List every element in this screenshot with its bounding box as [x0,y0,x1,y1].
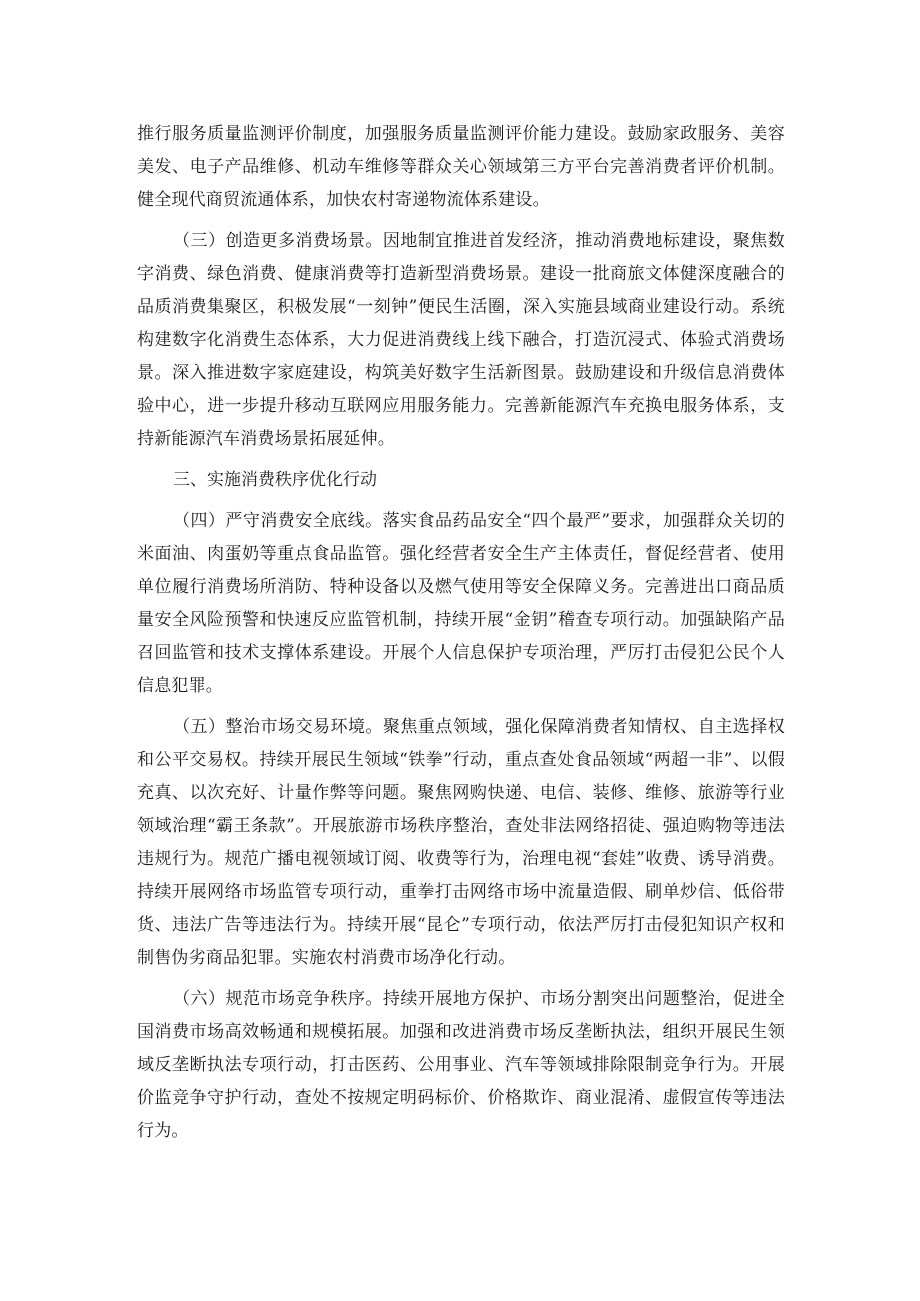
document-body [137,118,785,1156]
paragraph-4-safety: （四）严守消费安全底线。落实食品药品安全“四个最严”要求，加强群众关切的米面油、肉蛋奶等重点食品监管。强化经营者安全生产主体责任，督促经营者、使用单位履行消费场所消防、特种设备以及燃气使用等安全保障义务。完善进出口商品质量安全风险预警和快速反应监管机制，持续开展“金钥”稽查专项行动。加强缺陷产品召回监管和技术支撑体系建设。开展个人信息保护专项治理，严厉打击侵犯公民个人信息犯罪。 [137,511,785,696]
paragraph-3-consumption-scenes: （三）创造更多消费场景。因地制宜推进首发经济，推动消费地标建设，聚焦数字消费、绿色消费、健康消费等打造新型消费场景。建设一批商旅文体健深度融合的品质消费集聚区，积极发展“一刻钟”便民生活圈，深入实施县域商业建设行动。系统构建数字化消费生态体系，大力促进消费线上线下融合，打造沉浸式、体验式消费场景。深入推进数字家庭建设，构筑美好数字生活新图景。鼓励建设和升级信息消费体验中心，进一步提升移动互联网应用服务能力。完善新能源汽车充换电服务体系，支持新能源汽车消费场景拓展延伸。 [137,231,785,449]
paragraph-continuation: 推行服务质量监测评价制度，加强服务质量监测评价能力建设。鼓励家政服务、美容美发、电子产品维修、机动车维修等群众关心领域第三方平台完善消费者评价机制。健全现代商贸流通体系，加快农村寄递物流体系建设。 [137,124,785,210]
section-heading-3: 三、实施消费秩序优化行动 [173,470,377,490]
paragraph-6-competition: （六）规范市场竞争秩序。持续开展地方保护、市场分割突出问题整治，促进全国消费市场高效畅通和规模拓展。加强和改进消费市场反垄断执法，组织开展民生领域反垄断执法专项行动，打击医药、公用事业、汽车等领域排除限制竞争行为。开展价监竞争守护行动，查处不按规定明码标价、价格欺诈、商业混淆、虚假宣传等违法行为。 [137,989,785,1141]
paragraph-5-market-environment: （五）整治市场交易环境。聚焦重点领域，强化保障消费者知情权、自主选择权和公平交易权。持续开展民生领域“铁拳”行动，重点查处食品领域“两超一非”、以假充真、以次充好、计量作弊等问题。聚焦网购快递、电信、装修、维修、旅游等行业领域治理“霸王条款”。开展旅游市场秩序整治，查处非法网络招徒、强迫购物等违法违规行为。规范广播电视领域订阅、收费等行为，治理电视“套娃”收费、诱导消费。持续开展网络市场监管专项行动，重拳打击网络市场中流量造假、刷单炒信、低俗带货、违法广告等违法行为。持续开展“昆仑”专项行动，依法严厉打击侵犯知识产权和制售伪劣商品犯罪。实施农村消费市场净化行动。 [137,717,785,968]
